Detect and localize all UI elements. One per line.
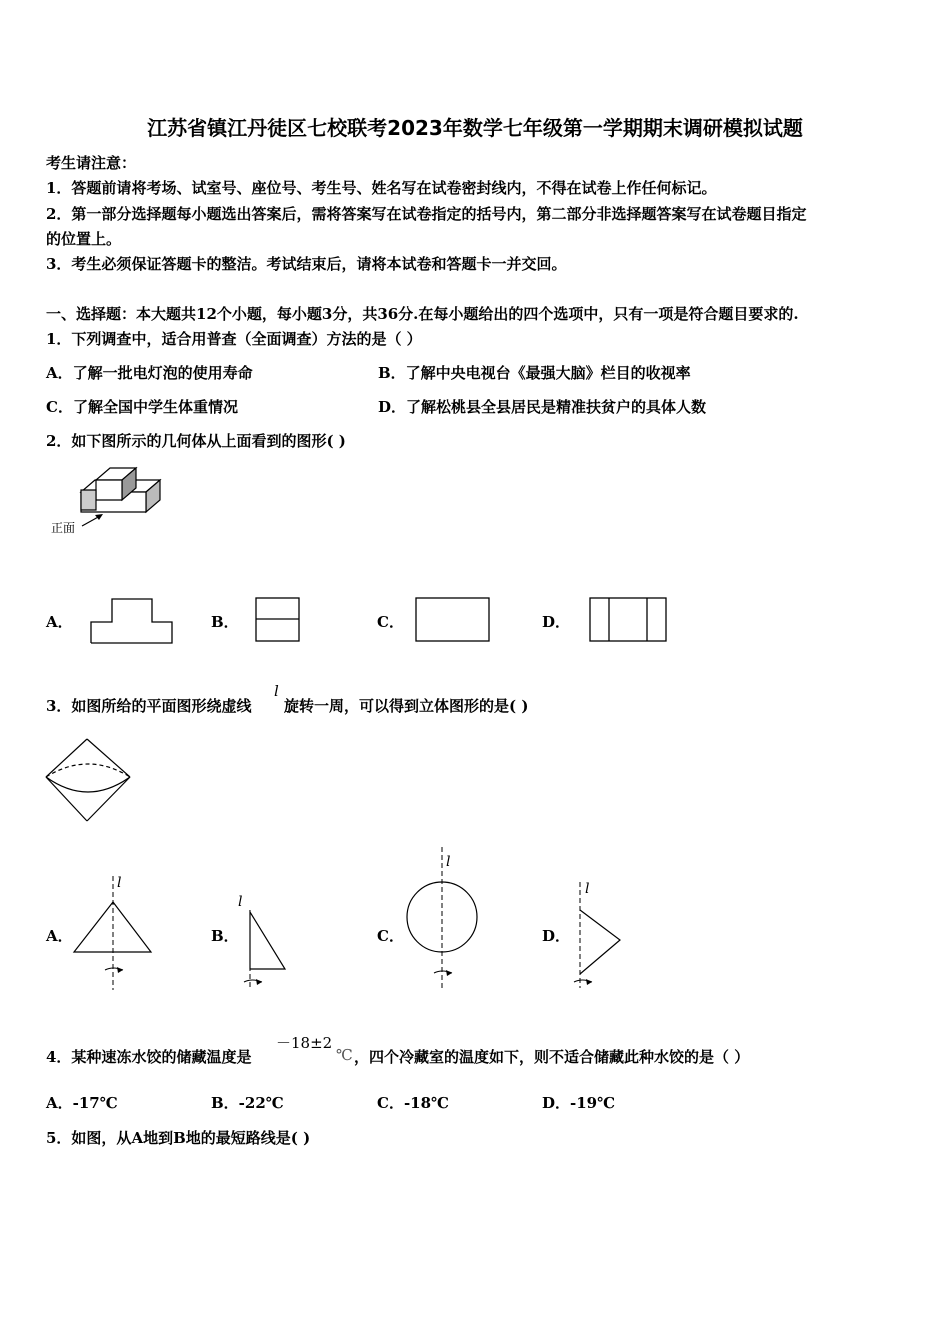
q3-shape-a xyxy=(72,874,154,992)
page-title: 江苏省镇江丹徒区七校联考2023年数学七年级第一学期期末调研模拟试题 xyxy=(147,116,803,140)
notice-item-2-cont: 的位置上。 xyxy=(46,230,122,248)
q4-temperature: －18±2 xyxy=(276,1034,333,1052)
notice-heading: 考生请注意： xyxy=(46,154,137,172)
q3-stem-part2: 旋转一周，可以得到立体图形的是( ) xyxy=(284,697,529,715)
q4-stem-part1: 4．某种速冻水饺的储藏温度是 xyxy=(46,1048,252,1066)
q1-option-b: B．了解中央电视台《最强大脑》栏目的收视率 xyxy=(378,364,691,382)
q1-stem: 1．下列调查中，适合用普查（全面调查）方法的是（ ） xyxy=(46,330,422,348)
notice-item-2: 2．第一部分选择题每小题选出答案后，需将答案写在试卷指定的括号内，第二部分非选择题答案写在试卷题目指定 xyxy=(46,205,807,223)
q4-option-d: D．-19℃ xyxy=(542,1094,616,1112)
q3-option-d: D． xyxy=(542,927,571,945)
svg-text:l: l xyxy=(117,875,122,891)
svg-text:l: l xyxy=(446,854,451,870)
q3-option-b: B． xyxy=(211,927,239,945)
q3-shape-c xyxy=(403,845,481,991)
q1-option-a: A．了解一批电灯泡的使用寿命 xyxy=(46,364,253,382)
q4-option-a: A．-17℃ xyxy=(46,1094,118,1112)
q5-stem: 5．如图，从A地到B地的最短路线是( ) xyxy=(46,1129,311,1147)
q3-option-c: C． xyxy=(377,927,404,945)
q3-shape-d xyxy=(570,880,626,990)
q2-shape-c xyxy=(415,597,491,643)
q3-double-cone-figure xyxy=(44,737,134,825)
q1-option-d: D．了解松桃县全县居民是精准扶贫户的具体人数 xyxy=(378,398,707,416)
q2-shape-b xyxy=(255,597,301,643)
notice-item-3: 3．考生必须保证答题卡的整洁。考试结束后，请将本试卷和答题卡一并交回。 xyxy=(46,255,567,273)
q2-shape-a xyxy=(90,598,175,644)
q2-option-c: C． xyxy=(377,613,404,631)
svg-text:l: l xyxy=(238,894,243,910)
svg-text:l: l xyxy=(585,881,590,897)
q4-unit: ℃ xyxy=(336,1046,353,1064)
q1-option-c: C．了解全国中学生体重情况 xyxy=(46,398,238,416)
notice-item-1: 1．答题前请将考场、试室号、座位号、考生号、姓名写在试卷密封线内，不得在试卷上作任何标记。 xyxy=(46,179,717,197)
q2-front-label: 正面 xyxy=(51,521,76,535)
section-heading: 一、选择题：本大题共12个小题，每小题3分，共36分.在每小题给出的四个选项中，只有一项是符合题目要求的. xyxy=(46,305,799,323)
q3-shape-b xyxy=(236,890,294,990)
q2-option-b: B． xyxy=(211,613,239,631)
q4-stem-part2: ，四个冷藏室的温度如下，则不适合储藏此种水饺的是（ ） xyxy=(354,1048,750,1066)
q4-option-b: B．-22℃ xyxy=(211,1094,284,1112)
q2-option-a: A． xyxy=(46,613,73,631)
q3-option-a: A． xyxy=(46,927,73,945)
q3-axis-label: l xyxy=(274,682,279,700)
q3-stem-part1: 3．如图所给的平面图形绕虚线 xyxy=(46,697,252,715)
q2-option-d: D． xyxy=(542,613,571,631)
q2-stem: 2．如下图所示的几何体从上面看到的图形( ) xyxy=(46,432,346,450)
q2-shape-d xyxy=(589,597,669,643)
q4-option-c: C．-18℃ xyxy=(377,1094,450,1112)
